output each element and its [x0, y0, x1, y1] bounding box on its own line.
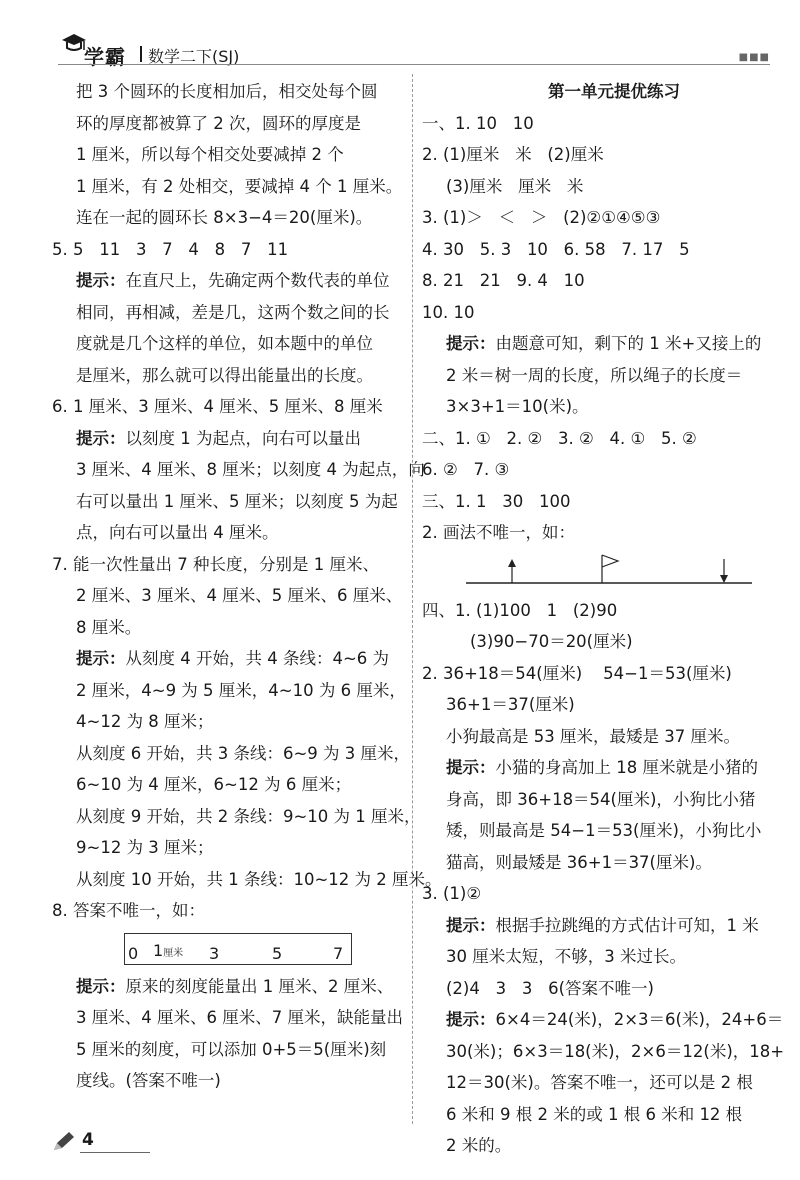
hint-text: 小猫的身高加上 18 厘米就是小猪的: [495, 758, 758, 777]
answer-line: (3)90−70＝20(厘米): [470, 632, 633, 651]
answer-line: 3. (1)＞ ＜ ＞ (2)②①④⑤③: [422, 208, 661, 227]
hint-line: 度就是几个这样的单位，如本题中的单位: [76, 334, 373, 353]
ruler-unit: 厘米: [163, 947, 184, 959]
question-6-answer: 6. 1 厘米、3 厘米、4 厘米、5 厘米、8 厘米: [52, 397, 383, 416]
hint-line: [422, 910, 778, 942]
page-header: [58, 38, 770, 69]
answer-line: 4. 30 5. 3 10 6. 58 7. 17 5: [422, 239, 690, 259]
hint-line: 右可以量出 1 厘米、5 厘米；以刻度 5 为起: [76, 491, 398, 511]
answer-line: (3)厘米 厘米 米: [446, 176, 584, 196]
hint-line: 2 厘米，4~9 为 5 厘米，4~10 为 6 厘米，: [76, 680, 406, 700]
hint-line: 相同，再相减，差是几，这两个数之间的长: [76, 302, 390, 322]
hint-line: 2 米的。: [446, 1136, 512, 1155]
brand-logo-text: 学霸: [84, 45, 126, 69]
answer-line: 6. ② 7. ③: [422, 460, 510, 479]
header-rule: [58, 64, 770, 65]
ruler-label-7: 7: [333, 943, 344, 963]
ruler-label-1-num: 1: [153, 940, 164, 960]
hint-label: 提示：: [446, 334, 496, 353]
answer-line: 四、1. (1)100 1 (2)90: [422, 600, 618, 620]
hint-text: 原来的刻度能量出 1 厘米、2 厘米、: [125, 976, 394, 996]
hint-line: 度线。(答案不唯一): [76, 1071, 221, 1090]
left-column: [52, 76, 442, 1097]
hint-line: 6 米和 9 根 2 米的或 1 根 6 米和 12 根: [446, 1104, 743, 1124]
answer-line: 三、1. 1 30 100: [422, 491, 571, 511]
page-footer: [52, 1128, 122, 1154]
ruler-label-3: 3: [209, 943, 220, 963]
page-number: 4: [82, 1130, 94, 1150]
line-with-marks-figure: [466, 549, 766, 595]
question-8-answer: 8. 答案不唯一，如：: [52, 901, 205, 920]
hint-line: [422, 328, 778, 360]
hint-label: 提示：: [446, 758, 496, 777]
arrow-head-down: [720, 575, 728, 583]
hint-line: 从刻度 10 开始，共 1 条线：10~12 为 2 厘米。: [76, 869, 442, 889]
hint-label: 提示：: [76, 271, 126, 290]
answer-line: 环的厚度都被算了 2 次，圆环的厚度是: [76, 113, 361, 133]
column-divider: [412, 74, 413, 1124]
hint-line: 3 厘米、4 厘米、6 厘米、7 厘米，缺能量出: [76, 1008, 403, 1027]
hint-label: 提示：: [446, 915, 496, 935]
answer-line: 2. (1)厘米 米 (2)厘米: [422, 145, 604, 164]
hint-label: 提示：: [76, 428, 126, 448]
hint-line: [52, 423, 408, 455]
hint-line: 9~12 为 3 厘米；: [76, 838, 214, 857]
answer-line: 2 厘米、3 厘米、4 厘米、5 厘米、6 厘米、: [76, 586, 403, 605]
flag-cloth: [602, 555, 618, 567]
hint-line: 从刻度 9 开始，共 2 条线：9~10 为 1 厘米，: [76, 806, 421, 826]
ruler: [124, 933, 352, 965]
hint-line: 猫高，则最矮是 36+1＝37(厘米)。: [446, 852, 712, 872]
question-7-answer: 7. 能一次性量出 7 种长度，分别是 1 厘米、: [52, 554, 379, 574]
book-title: 数学二下(SJ): [148, 47, 240, 66]
answer-line: 把 3 个圆环的长度相加后，相交处每个圆: [76, 82, 378, 101]
tree-rope-drawing: [422, 549, 778, 595]
hint-line: 是厘米，那么就可以得出能量出的长度。: [76, 365, 373, 385]
hint-line: 从刻度 6 开始，共 3 条线：6~9 为 3 厘米，: [76, 743, 411, 763]
footer-rule: [80, 1152, 150, 1153]
hint-line: [52, 971, 408, 1003]
hint-line: 矮，则最高是 54−1＝53(厘米)，小狗比小: [446, 821, 762, 840]
answer-line: 8. 21 21 9. 4 10: [422, 271, 585, 290]
hint-text: 从刻度 4 开始，共 4 条线：4~6 为: [125, 649, 390, 668]
ruler-label-5: 5: [272, 943, 283, 963]
hint-line: [52, 643, 408, 675]
hint-line: 身高，即 36+18＝54(厘米)，小狗比小猪: [446, 789, 756, 809]
hint-line: 3 厘米、4 厘米、8 厘米；以刻度 4 为起点，向: [76, 460, 425, 479]
header-divider: [140, 46, 142, 62]
hint-text: 以刻度 1 为起点，向右可以量出: [125, 428, 361, 448]
hint-line: 5 厘米的刻度，可以添加 0+5＝5(厘米)刻: [76, 1039, 387, 1059]
hint-line: 3×3+1＝10(米)。: [446, 397, 589, 416]
section-title: 第一单元提优练习: [548, 82, 680, 101]
answer-line: 36+1＝37(厘米): [446, 695, 575, 714]
ruler-label-1: [153, 941, 183, 964]
hint-text: 6×4＝24(米)，2×3＝6(米)，24+6＝: [495, 1010, 784, 1029]
hint-line: 30(米)；6×3＝18(米)，2×6＝12(米)，18+: [446, 1041, 785, 1061]
answer-line: 2. 36+18＝54(厘米) 54−1＝53(厘米): [422, 663, 732, 683]
hint-line: 6~10 为 4 厘米，6~12 为 6 厘米；: [76, 775, 352, 794]
hint-text: 根据手拉跳绳的方式估计可知，1 米: [495, 915, 759, 935]
right-column: [422, 76, 785, 1162]
hint-line: 2 米＝树一周的长度，所以绳子的长度＝: [446, 365, 743, 385]
answer-line: 小狗最高是 53 厘米，最矮是 37 厘米。: [446, 726, 740, 746]
answer-line: 2. 画法不唯一，如：: [422, 523, 575, 542]
answer-line: 3. (1)②: [422, 884, 482, 903]
ruler-label-0: 0: [128, 943, 139, 963]
hint-line: [422, 752, 778, 784]
pencil-icon: [52, 1130, 76, 1152]
hint-line: [422, 1004, 784, 1036]
ruler-figure: [52, 927, 408, 971]
hint-label: 提示：: [76, 976, 126, 996]
answer-line: 二、1. ① 2. ② 3. ② 4. ① 5. ②: [422, 428, 697, 448]
arrow-head-up: [508, 559, 516, 567]
answer-line: (2)4 3 3 6(答案不唯一): [446, 978, 654, 998]
hint-text: 在直尺上，先确定两个数代表的单位: [125, 271, 390, 290]
hint-label: 提示：: [446, 1010, 496, 1029]
answer-line: 8 厘米。: [76, 617, 142, 637]
hint-line: 30 厘米太短，不够，3 米过长。: [446, 947, 686, 966]
answer-line: 10. 10: [422, 302, 475, 322]
hint-line: 点，向右可以量出 4 厘米。: [76, 523, 279, 542]
answer-line: 一、1. 10 10: [422, 113, 534, 133]
hint-line: 12＝30(米)。答案不唯一，还可以是 2 根: [446, 1073, 753, 1092]
answer-line: 连在一起的圆环长 8×3−4＝20(厘米)。: [76, 208, 373, 227]
answer-line: 1 厘米，有 2 处相交，要减掉 4 个 1 厘米。: [76, 176, 403, 196]
hint-line: [52, 265, 408, 297]
header-decoration: ■■■: [738, 52, 770, 63]
hint-text: 由题意可知，剩下的 1 米+又接上的: [495, 334, 762, 353]
hint-label: 提示：: [76, 649, 126, 668]
answer-line: 1 厘米，所以每个相交处要减掉 2 个: [76, 145, 344, 164]
question-5-answer: 5. 5 11 3 7 4 8 7 11: [52, 239, 289, 259]
hint-line: 4~12 为 8 厘米；: [76, 712, 214, 731]
